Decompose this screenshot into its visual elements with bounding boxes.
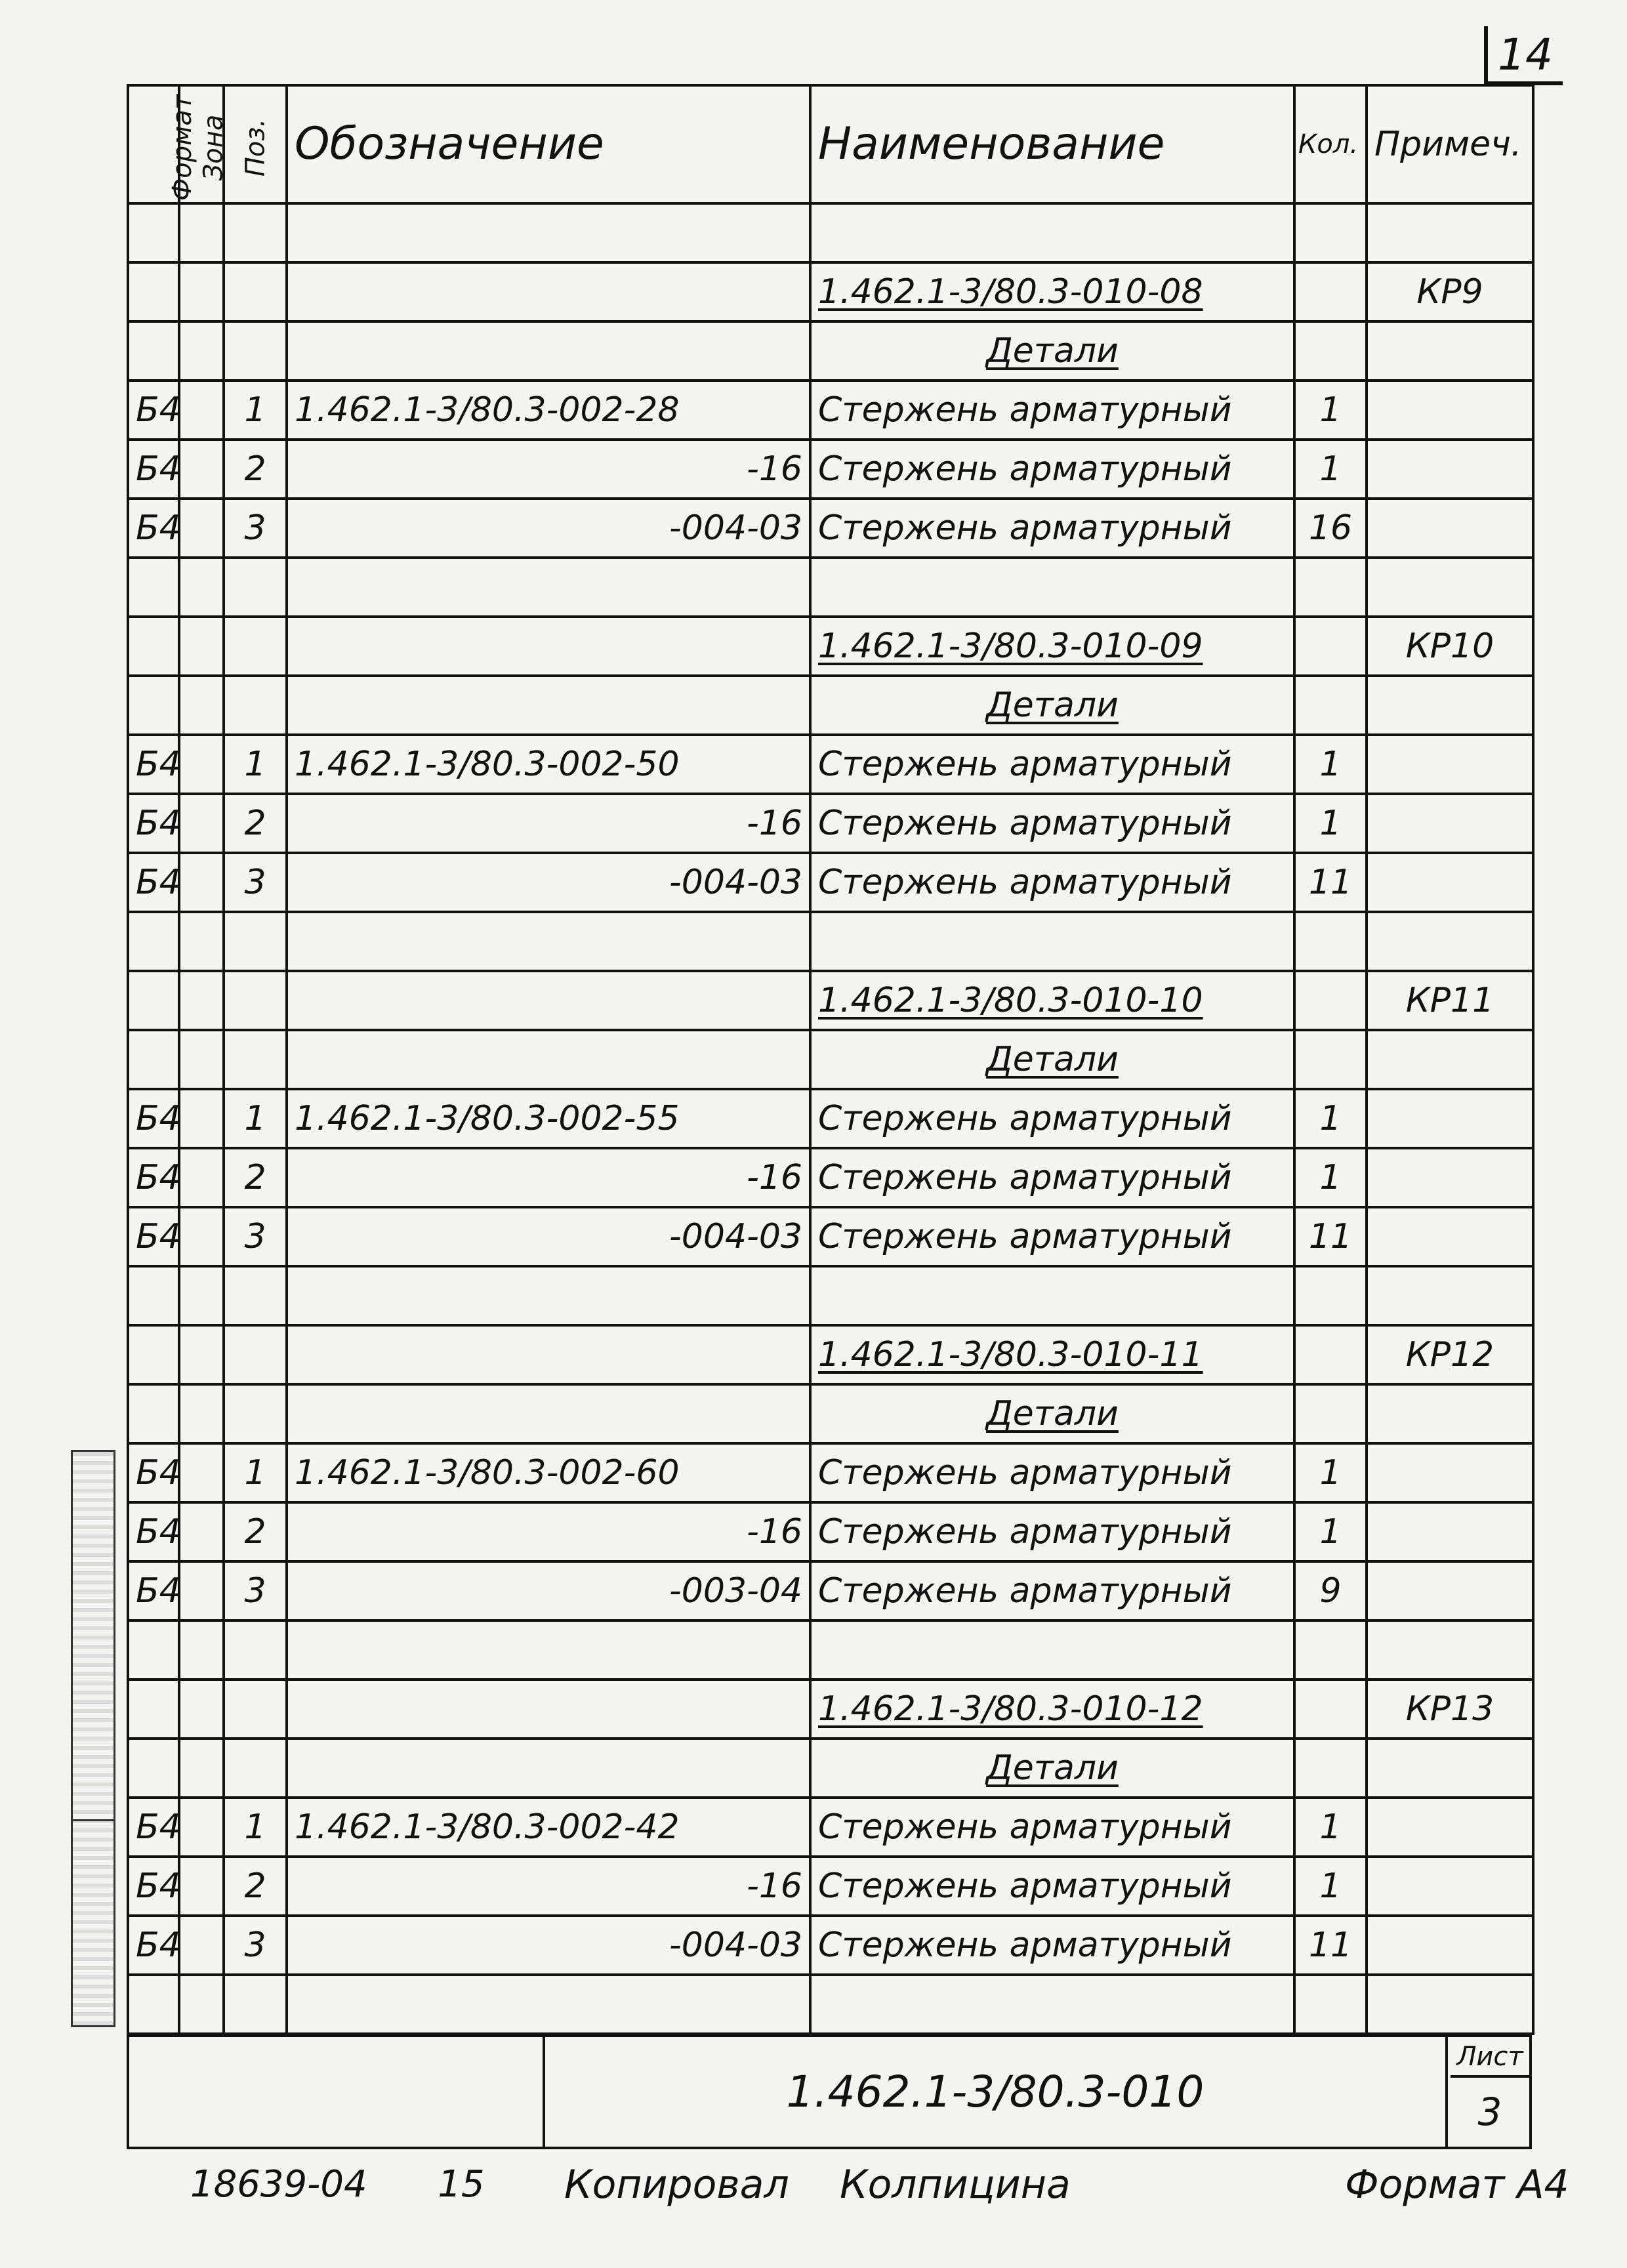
header-format	[128, 85, 198, 203]
position-cell	[224, 321, 287, 381]
zone-cell	[179, 1975, 224, 2034]
zone-cell	[179, 440, 224, 499]
position-cell: 3	[224, 1916, 287, 1975]
empty-row	[128, 203, 1533, 262]
title-block-document-code: 1.462.1-3/80.3-010	[543, 2037, 1448, 2147]
group-heading-row	[128, 262, 1533, 321]
name-cell: Стержень арматурный	[810, 440, 1294, 499]
zone-cell	[179, 1443, 224, 1502]
format-cell: Б4	[128, 381, 179, 440]
quantity-cell: 1	[1294, 1443, 1367, 1502]
name-cell	[810, 203, 1294, 262]
header-designation: Обозначение	[287, 85, 810, 203]
format-cell: Б4	[128, 1207, 179, 1266]
table-row	[128, 1502, 1533, 1561]
note-cell	[1367, 794, 1533, 853]
specification-table	[127, 84, 1534, 2035]
note-cell	[1367, 1975, 1533, 2034]
designation-cell	[287, 558, 810, 617]
format-cell: Б4	[128, 440, 179, 499]
quantity-cell	[1294, 1325, 1367, 1384]
position-cell: 3	[224, 1207, 287, 1266]
designation-cell: -004-03	[287, 1916, 810, 1975]
format-cell	[128, 1030, 179, 1089]
name-cell	[810, 1266, 1294, 1325]
header-row	[128, 85, 1533, 203]
designation-cell: -16	[287, 794, 810, 853]
note-cell	[1367, 1798, 1533, 1857]
position-cell	[224, 262, 287, 321]
position-cell	[224, 1384, 287, 1443]
group-code: 1.462.1-3/80.3-010-12	[810, 1680, 1294, 1739]
designation-cell: -16	[287, 1502, 810, 1561]
footer-copied-label: Копировал	[564, 2162, 789, 2208]
name-cell: Стержень арматурный	[810, 1443, 1294, 1502]
group-parts-row	[128, 1739, 1533, 1798]
designation-cell: 1.462.1-3/80.3-002-55	[287, 1089, 810, 1148]
note-cell	[1367, 1443, 1533, 1502]
name-cell: Стержень арматурный	[810, 1561, 1294, 1620]
header-position-label: Поз.	[239, 118, 270, 176]
name-cell: Стержень арматурный	[810, 381, 1294, 440]
designation-cell	[287, 1680, 810, 1739]
group-parts-row	[128, 676, 1533, 735]
position-cell	[224, 971, 287, 1030]
group-parts-label: Детали	[810, 321, 1294, 381]
position-cell	[224, 617, 287, 676]
quantity-cell: 16	[1294, 499, 1367, 558]
empty-row	[128, 1975, 1533, 2034]
group-note: КР9	[1367, 262, 1533, 321]
table-row	[128, 1916, 1533, 1975]
note-cell	[1367, 321, 1533, 381]
table-header	[128, 85, 1533, 203]
name-cell: Стержень арматурный	[810, 1916, 1294, 1975]
note-cell	[1367, 912, 1533, 971]
position-cell: 3	[224, 499, 287, 558]
table-row	[128, 440, 1533, 499]
note-cell	[1367, 1916, 1533, 1975]
format-cell: Б4	[128, 1148, 179, 1207]
format-cell	[128, 617, 179, 676]
sheet-number: 14	[1484, 26, 1563, 85]
note-cell	[1367, 1207, 1533, 1266]
zone-cell	[179, 1030, 224, 1089]
title-block	[127, 2034, 1532, 2149]
format-cell: Б4	[128, 1561, 179, 1620]
designation-cell: 1.462.1-3/80.3-002-50	[287, 735, 810, 794]
format-cell	[128, 262, 179, 321]
quantity-cell	[1294, 1975, 1367, 2034]
position-cell: 1	[224, 381, 287, 440]
zone-cell	[179, 1798, 224, 1857]
position-cell: 1	[224, 1089, 287, 1148]
designation-cell	[287, 203, 810, 262]
format-cell	[128, 1739, 179, 1798]
format-cell	[128, 203, 179, 262]
header-format-label: Формат	[167, 94, 198, 201]
table-row	[128, 1089, 1533, 1148]
format-cell	[128, 1680, 179, 1739]
name-cell: Стержень арматурный	[810, 1798, 1294, 1857]
group-code: 1.462.1-3/80.3-010-08	[810, 262, 1294, 321]
note-cell	[1367, 1148, 1533, 1207]
zone-cell	[179, 1207, 224, 1266]
quantity-cell: 11	[1294, 1916, 1367, 1975]
quantity-cell	[1294, 1030, 1367, 1089]
designation-cell	[287, 262, 810, 321]
zone-cell	[179, 558, 224, 617]
table-row	[128, 1798, 1533, 1857]
group-note: КР11	[1367, 971, 1533, 1030]
position-cell	[224, 1266, 287, 1325]
format-cell: Б4	[128, 1089, 179, 1148]
binding-margin-stamp	[71, 1450, 115, 2027]
zone-cell	[179, 262, 224, 321]
empty-row	[128, 1266, 1533, 1325]
note-cell	[1367, 1561, 1533, 1620]
position-cell: 1	[224, 1443, 287, 1502]
zone-cell	[179, 1916, 224, 1975]
header-quantity: Кол.	[1294, 85, 1367, 203]
name-cell	[810, 1975, 1294, 2034]
format-cell: Б4	[128, 794, 179, 853]
table-row	[128, 1561, 1533, 1620]
designation-cell: -004-03	[287, 1207, 810, 1266]
designation-cell: -16	[287, 1148, 810, 1207]
quantity-cell	[1294, 321, 1367, 381]
designation-cell	[287, 1030, 810, 1089]
format-cell	[128, 1266, 179, 1325]
position-cell	[224, 1620, 287, 1680]
quantity-cell: 1	[1294, 1502, 1367, 1561]
position-cell	[224, 1739, 287, 1798]
group-heading-row	[128, 617, 1533, 676]
position-cell: 2	[224, 440, 287, 499]
quantity-cell: 1	[1294, 794, 1367, 853]
note-cell	[1367, 558, 1533, 617]
note-cell	[1367, 1857, 1533, 1916]
quantity-cell: 11	[1294, 853, 1367, 912]
zone-cell	[179, 912, 224, 971]
quantity-cell	[1294, 1384, 1367, 1443]
group-note: КР13	[1367, 1680, 1533, 1739]
format-cell: Б4	[128, 853, 179, 912]
designation-cell	[287, 676, 810, 735]
quantity-cell	[1294, 676, 1367, 735]
format-cell	[128, 971, 179, 1030]
note-cell	[1367, 1620, 1533, 1680]
position-cell: 2	[224, 1857, 287, 1916]
quantity-cell	[1294, 1620, 1367, 1680]
group-parts-row	[128, 321, 1533, 381]
position-cell	[224, 1680, 287, 1739]
designation-cell: -004-03	[287, 853, 810, 912]
zone-cell	[179, 1857, 224, 1916]
group-code: 1.462.1-3/80.3-010-10	[810, 971, 1294, 1030]
quantity-cell: 1	[1294, 1148, 1367, 1207]
designation-cell: -16	[287, 440, 810, 499]
title-block-sheet-label: Лист	[1451, 2037, 1529, 2078]
name-cell	[810, 912, 1294, 971]
quantity-cell	[1294, 1739, 1367, 1798]
table-body	[128, 203, 1533, 2034]
note-cell	[1367, 440, 1533, 499]
name-cell: Стержень арматурный	[810, 1857, 1294, 1916]
note-cell	[1367, 1266, 1533, 1325]
designation-cell: 1.462.1-3/80.3-002-42	[287, 1798, 810, 1857]
note-cell	[1367, 1739, 1533, 1798]
table-row	[128, 499, 1533, 558]
zone-cell	[179, 1384, 224, 1443]
position-cell	[224, 1325, 287, 1384]
format-cell	[128, 1975, 179, 2034]
group-heading-row	[128, 971, 1533, 1030]
zone-cell	[179, 499, 224, 558]
zone-cell	[179, 617, 224, 676]
group-parts-row	[128, 1030, 1533, 1089]
designation-cell: -004-03	[287, 499, 810, 558]
name-cell: Стержень арматурный	[810, 499, 1294, 558]
note-cell	[1367, 676, 1533, 735]
note-cell	[1367, 1384, 1533, 1443]
table-row	[128, 735, 1533, 794]
zone-cell	[179, 853, 224, 912]
format-cell: Б4	[128, 1857, 179, 1916]
format-cell: Б4	[128, 1502, 179, 1561]
group-parts-label: Детали	[810, 1384, 1294, 1443]
format-cell	[128, 912, 179, 971]
position-cell	[224, 912, 287, 971]
table-row	[128, 1207, 1533, 1266]
zone-cell	[179, 1561, 224, 1620]
footer-inventory-value: 18639-04	[190, 2163, 367, 2206]
quantity-cell	[1294, 617, 1367, 676]
format-cell	[128, 1384, 179, 1443]
name-cell: Стержень арматурный	[810, 1089, 1294, 1148]
quantity-cell	[1294, 558, 1367, 617]
note-cell	[1367, 735, 1533, 794]
name-cell: Стержень арматурный	[810, 735, 1294, 794]
position-cell: 2	[224, 1148, 287, 1207]
zone-cell	[179, 203, 224, 262]
name-cell: Стержень арматурный	[810, 1148, 1294, 1207]
group-code: 1.462.1-3/80.3-010-11	[810, 1325, 1294, 1384]
designation-cell	[287, 1739, 810, 1798]
header-note: Примеч.	[1367, 85, 1533, 203]
position-cell: 2	[224, 1502, 287, 1561]
format-cell	[128, 558, 179, 617]
group-heading-row	[128, 1325, 1533, 1384]
designation-cell	[287, 971, 810, 1030]
position-cell: 1	[224, 1798, 287, 1857]
group-parts-row	[128, 1384, 1533, 1443]
note-cell	[1367, 1089, 1533, 1148]
position-cell: 3	[224, 1561, 287, 1620]
header-name: Наименование	[810, 85, 1294, 203]
table-row	[128, 381, 1533, 440]
position-cell: 3	[224, 853, 287, 912]
note-cell	[1367, 499, 1533, 558]
zone-cell	[179, 1620, 224, 1680]
table-row	[128, 794, 1533, 853]
quantity-cell: 1	[1294, 440, 1367, 499]
format-cell	[128, 676, 179, 735]
format-cell: Б4	[128, 499, 179, 558]
format-cell	[128, 1325, 179, 1384]
group-note: КР10	[1367, 617, 1533, 676]
footer-inventory-number	[190, 2158, 485, 2211]
header-zone-label: Зона	[198, 114, 229, 180]
designation-cell	[287, 1975, 810, 2034]
quantity-cell: 1	[1294, 735, 1367, 794]
note-cell	[1367, 1030, 1533, 1089]
table-row	[128, 853, 1533, 912]
designation-cell: -003-04	[287, 1561, 810, 1620]
designation-cell	[287, 1384, 810, 1443]
zone-cell	[179, 1325, 224, 1384]
zone-cell	[179, 1089, 224, 1148]
quantity-cell	[1294, 971, 1367, 1030]
quantity-cell: 1	[1294, 381, 1367, 440]
designation-cell	[287, 1325, 810, 1384]
position-cell	[224, 676, 287, 735]
table-row	[128, 1148, 1533, 1207]
empty-row	[128, 558, 1533, 617]
zone-cell	[179, 1739, 224, 1798]
name-cell: Стержень арматурный	[810, 853, 1294, 912]
format-cell: Б4	[128, 735, 179, 794]
designation-cell	[287, 321, 810, 381]
position-cell	[224, 1975, 287, 2034]
position-cell	[224, 1030, 287, 1089]
footer-number: 15	[438, 2163, 485, 2206]
zone-cell	[179, 381, 224, 440]
format-cell: Б4	[128, 1443, 179, 1502]
zone-cell	[179, 971, 224, 1030]
name-cell: Стержень арматурный	[810, 794, 1294, 853]
zone-cell	[179, 794, 224, 853]
format-cell: Б4	[128, 1916, 179, 1975]
format-cell	[128, 321, 179, 381]
position-cell	[224, 558, 287, 617]
designation-cell	[287, 1620, 810, 1680]
note-cell	[1367, 1502, 1533, 1561]
quantity-cell: 1	[1294, 1857, 1367, 1916]
footer-copied-name: Колпицина	[840, 2162, 1071, 2208]
quantity-cell: 11	[1294, 1207, 1367, 1266]
footer-format-label: Формат А4	[1345, 2162, 1569, 2208]
quantity-cell	[1294, 912, 1367, 971]
title-block-sheet-value: 3	[1477, 2090, 1502, 2134]
position-cell: 1	[224, 735, 287, 794]
format-cell	[128, 1620, 179, 1680]
name-cell: Стержень арматурный	[810, 1207, 1294, 1266]
quantity-cell	[1294, 1266, 1367, 1325]
empty-row	[128, 912, 1533, 971]
format-cell: Б4	[128, 1798, 179, 1857]
designation-cell	[287, 1266, 810, 1325]
name-cell	[810, 1620, 1294, 1680]
quantity-cell	[1294, 1680, 1367, 1739]
name-cell	[810, 558, 1294, 617]
note-cell	[1367, 203, 1533, 262]
header-position	[224, 85, 287, 203]
zone-cell	[179, 676, 224, 735]
position-cell	[224, 203, 287, 262]
group-parts-label: Детали	[810, 1030, 1294, 1089]
group-note: КР12	[1367, 1325, 1533, 1384]
quantity-cell: 1	[1294, 1089, 1367, 1148]
quantity-cell	[1294, 262, 1367, 321]
group-code: 1.462.1-3/80.3-010-09	[810, 617, 1294, 676]
zone-cell	[179, 321, 224, 381]
empty-row	[128, 1620, 1533, 1680]
designation-cell: 1.462.1-3/80.3-002-28	[287, 381, 810, 440]
designation-cell: 1.462.1-3/80.3-002-60	[287, 1443, 810, 1502]
zone-cell	[179, 1680, 224, 1739]
table-row	[128, 1443, 1533, 1502]
note-cell	[1367, 853, 1533, 912]
position-cell: 2	[224, 794, 287, 853]
table-row	[128, 1857, 1533, 1916]
quantity-cell: 1	[1294, 1798, 1367, 1857]
zone-cell	[179, 1502, 224, 1561]
designation-cell	[287, 617, 810, 676]
group-heading-row	[128, 1680, 1533, 1739]
quantity-cell: 9	[1294, 1561, 1367, 1620]
name-cell: Стержень арматурный	[810, 1502, 1294, 1561]
note-cell	[1367, 381, 1533, 440]
designation-cell: -16	[287, 1857, 810, 1916]
zone-cell	[179, 1148, 224, 1207]
group-parts-label: Детали	[810, 1739, 1294, 1798]
designation-cell	[287, 912, 810, 971]
zone-cell	[179, 1266, 224, 1325]
zone-cell	[179, 735, 224, 794]
group-parts-label: Детали	[810, 676, 1294, 735]
quantity-cell	[1294, 203, 1367, 262]
